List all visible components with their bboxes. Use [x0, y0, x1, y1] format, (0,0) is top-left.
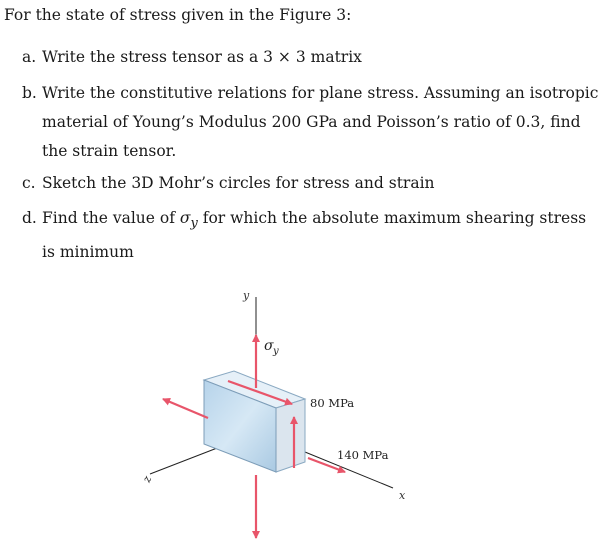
question-d-sigma-sub: y — [190, 216, 198, 232]
question-b-line-1: Write the constitutive relations for plane stress. Assuming an isotropic — [42, 84, 599, 102]
normal-stress-label: 140 MPa — [337, 448, 389, 462]
normal-arrow-left — [163, 399, 208, 418]
question-d-text-pre: Find the value of — [42, 209, 180, 227]
z-axis-label: z — [139, 474, 155, 485]
sigma-y-label-sub: y — [273, 346, 279, 357]
question-a-label: a. — [22, 48, 37, 66]
x-axis-label: x — [399, 489, 406, 502]
shear-stress-label: 80 MPa — [310, 396, 355, 410]
y-axis-label: y — [243, 289, 250, 302]
question-c-label: c. — [22, 174, 36, 192]
question-d-sigma: σ — [179, 209, 191, 227]
question-c-text: Sketch the 3D Mohr’s circles for stress and strain — [42, 174, 435, 192]
question-d-label: d. — [22, 209, 37, 227]
question-b-line-2: material of Young’s Modulus 200 GPa and Poisson’s ratio of 0.3, find — [42, 113, 581, 131]
question-d-line-2: is minimum — [42, 243, 134, 262]
intro-text: For the state of stress given in the Figure 3: — [4, 6, 352, 24]
sigma-y-label: σ — [264, 338, 274, 354]
block-side-face — [276, 399, 305, 472]
question-a-text: Write the stress tensor as a 3 × 3 matrix — [42, 48, 362, 66]
question-d-text-post: for which the absolute maximum shearing stress — [197, 209, 587, 227]
question-b-line-3: the strain tensor. — [42, 142, 177, 160]
question-b-label: b. — [22, 84, 37, 102]
